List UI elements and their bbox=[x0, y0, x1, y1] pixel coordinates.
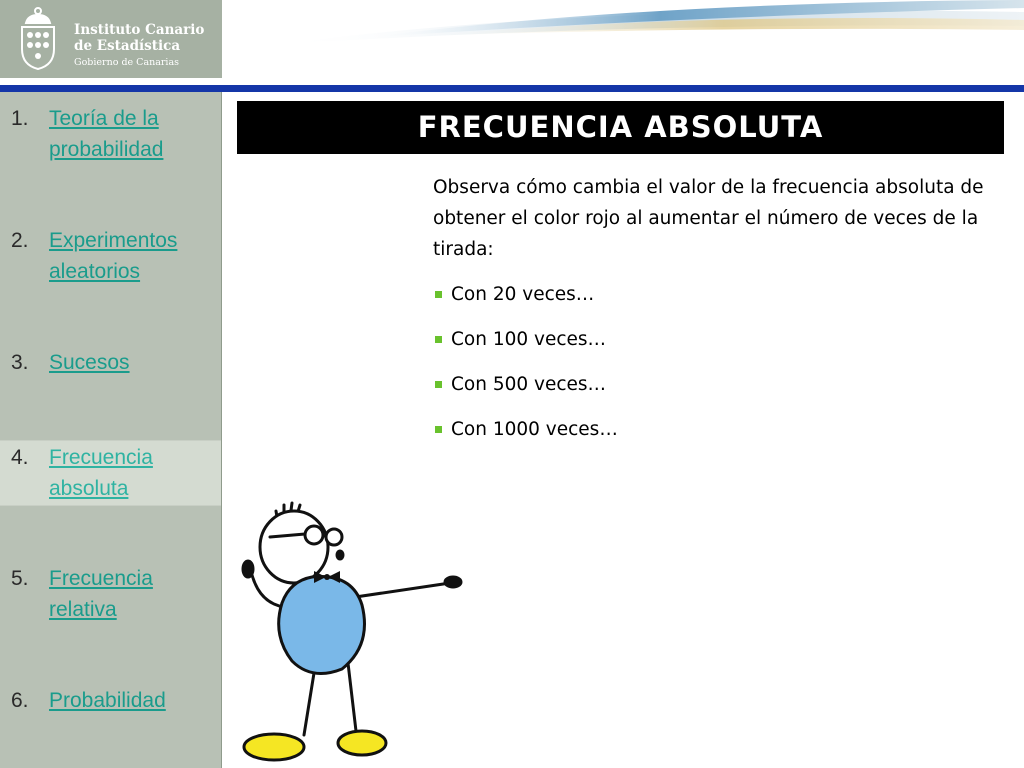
header-swoosh-decoration bbox=[222, 0, 1024, 86]
sidebar bbox=[0, 92, 222, 768]
sidebar-item-number: 2. bbox=[11, 229, 29, 252]
list-item-text: Con 1000 veces… bbox=[451, 419, 618, 440]
sidebar-item-experimentos[interactable] bbox=[0, 225, 221, 289]
logo-block bbox=[0, 0, 222, 78]
sidebar-item-sucesos[interactable] bbox=[0, 347, 221, 380]
list-item-text: Con 100 veces… bbox=[451, 329, 607, 350]
sidebar-item-number: 5. bbox=[11, 567, 29, 590]
sidebar-item-link[interactable]: Frecuencia relativa bbox=[49, 567, 153, 621]
list-item bbox=[433, 279, 993, 324]
sidebar-item-link[interactable]: Frecuencia absoluta bbox=[49, 446, 153, 500]
org-name-line1: Instituto Canario bbox=[74, 22, 205, 38]
org-name-line2: de Estadística bbox=[74, 38, 181, 54]
page-title: FRECUENCIA ABSOLUTA bbox=[237, 101, 1004, 154]
square-bullet-icon bbox=[435, 336, 442, 343]
sidebar-item-number: 6. bbox=[11, 689, 29, 712]
sidebar-item-number: 1. bbox=[11, 107, 29, 130]
bullet-list bbox=[433, 279, 993, 459]
sidebar-item-teoria[interactable] bbox=[0, 103, 221, 167]
sidebar-item-number: 4. bbox=[11, 446, 29, 469]
square-bullet-icon bbox=[435, 291, 442, 298]
intro-text: Observa cómo cambia el valor de la frecuencia absoluta de obtener el color rojo al aumentar el número de veces de la tirada: bbox=[433, 177, 984, 260]
list-item-text: Con 20 veces… bbox=[451, 284, 595, 305]
square-bullet-icon bbox=[435, 426, 442, 433]
sidebar-item-link[interactable]: Teoría de la probabilidad bbox=[49, 107, 164, 161]
cartoon-character-pointing-icon bbox=[222, 485, 467, 768]
sidebar-item-link[interactable]: Sucesos bbox=[49, 351, 130, 374]
square-bullet-icon bbox=[435, 381, 442, 388]
header-blue-bar bbox=[0, 85, 1024, 92]
sidebar-item-frecuencia-relativa[interactable] bbox=[0, 563, 221, 627]
sidebar-item-probabilidad[interactable] bbox=[0, 685, 221, 718]
list-item-text: Con 500 veces… bbox=[451, 374, 607, 395]
content-area bbox=[433, 172, 993, 459]
list-item bbox=[433, 369, 993, 414]
sidebar-item-link[interactable]: Experimentos aleatorios bbox=[49, 229, 178, 283]
sidebar-item-number: 3. bbox=[11, 351, 29, 374]
list-item bbox=[433, 324, 993, 369]
org-government: Gobierno de Canarias bbox=[74, 57, 180, 68]
coat-of-arms-icon bbox=[16, 5, 60, 71]
sidebar-item-frecuencia-absoluta[interactable] bbox=[0, 440, 221, 506]
list-item bbox=[433, 414, 993, 459]
sidebar-item-link[interactable]: Probabilidad bbox=[49, 689, 166, 712]
